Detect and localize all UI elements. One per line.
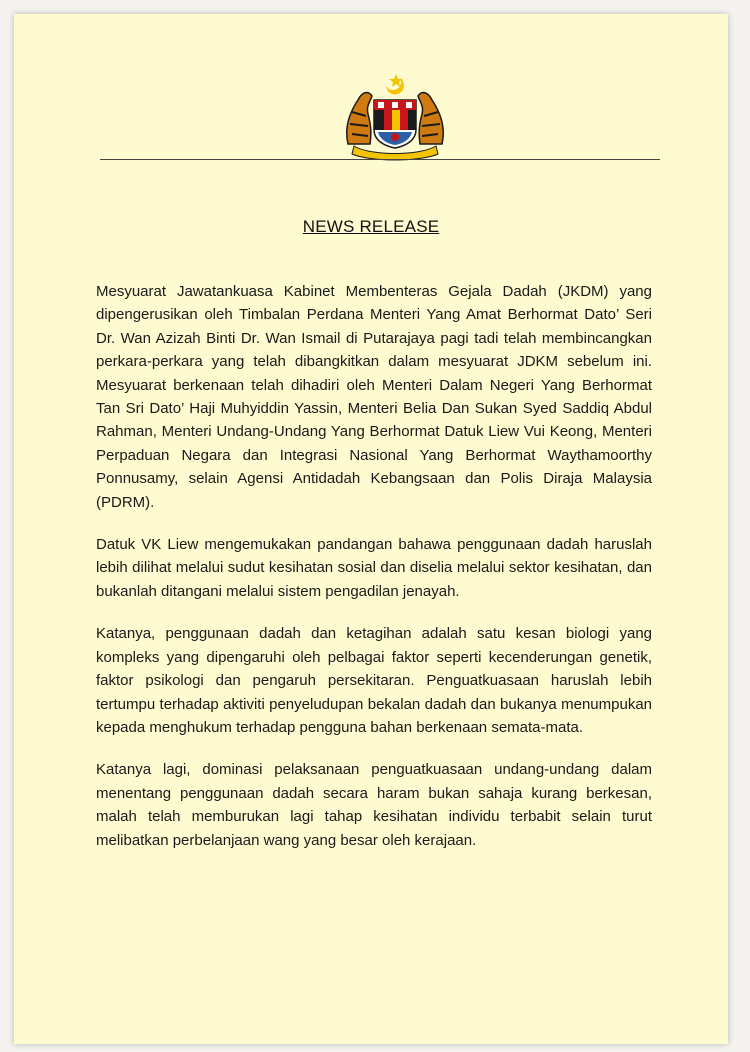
- paragraph: Katanya lagi, dominasi pelaksanaan penguatkuasaan undang-undang dalam menentang penggunaan dadah secara haram bukan sahaja kurang berkesan, malah telah memburukan lagi tahap kesihatan individu terbabit selain turut melibatkan perbelanjaan wang yang besar oleh kerajaan.: [96, 761, 652, 849]
- document-body: [96, 280, 652, 871]
- document-page: [14, 14, 728, 1044]
- paragraph: Mesyuarat Jawatankuasa Kabinet Membenteras Gejala Dadah (JKDM) yang dipengerusikan oleh Timbalan Perdana Menteri Yang Amat Berhormat Dato’ Seri Dr. Wan Azizah Binti Dr. Wan Ismail di Putarajaya pagi tadi telah membincangkan perkara-perkara yang telah dibangkitkan dalam mesyuarat JDKM sebelum ini. Mesyuarat berkenaan telah dihadiri oleh Menteri Dalam Negeri Yang Berhormat Tan Sri Dato’ Haji Muhyiddin Yassin, Menteri Belia Dan Sukan Syed Saddiq Abdul Rahman, Menteri Undang-Undang Yang Berhormat Datuk Liew Vui Keong, Menteri Perpaduan Negara dan Integrasi Nasional Yang Berhormat Waythamoorthy Ponnusamy, selain Agensi Antidadah Kebangsaan dan Polis Diraja Malaysia (PDRM).: [96, 283, 652, 511]
- malaysia-coat-of-arms-icon: [340, 72, 450, 162]
- page-title: NEWS RELEASE: [302, 217, 440, 236]
- paragraph: Katanya, penggunaan dadah dan ketagihan adalah satu kesan biologi yang kompleks yang dipengaruhi oleh pelbagai faktor seperti kecenderungan genetik, faktor psikologi dan pengaruh persekitaran. Penguatkuasaan haruslah lebih tertumpu terhadap aktiviti penyeludupan bekalan dadah dan bukanya menumpukan kepada menghukum terhadap pengguna bahan berkenaan semata-mata.: [96, 625, 652, 736]
- paragraph: Datuk VK Liew mengemukakan pandangan bahawa penggunaan dadah haruslah lebih dilihat melalui sudut kesihatan sosial dan diselia melalui sektor kesihatan, dan bukanlah ditangani melalui sistem pengadilan jenayah.: [96, 536, 652, 600]
- header-divider: [100, 159, 660, 160]
